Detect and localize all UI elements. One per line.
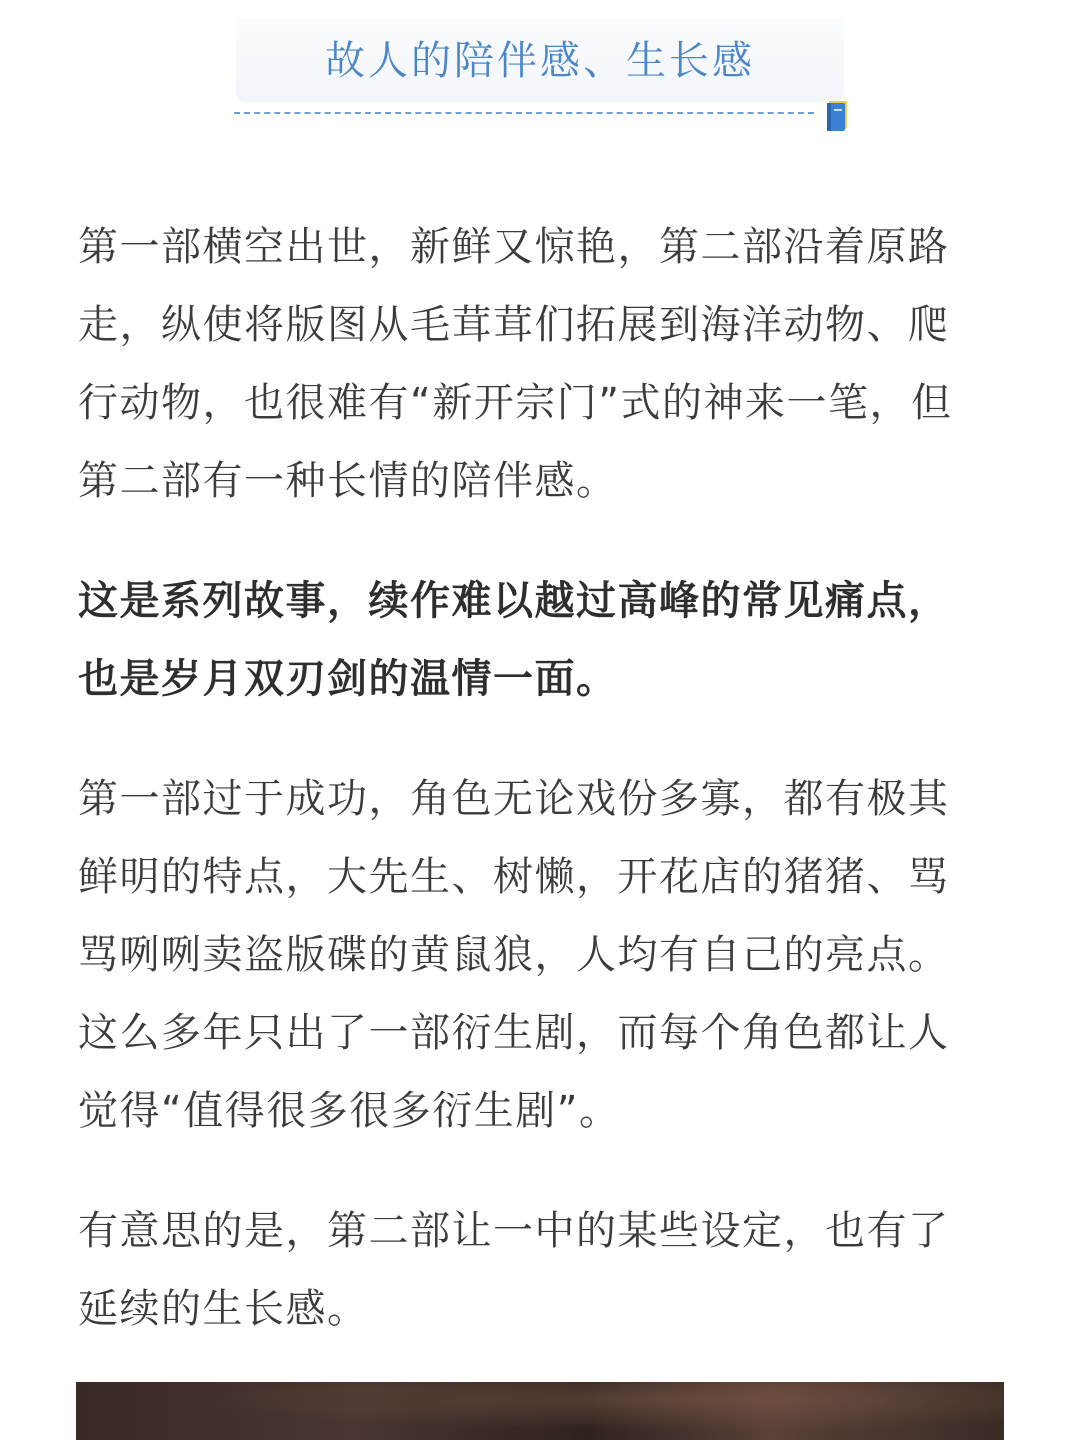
article-body — [78, 208, 1004, 1390]
paragraph-line: 有意思的是，第二部让一中的某些设定，也有了 — [78, 1208, 950, 1254]
paragraph-3 — [78, 760, 1004, 1150]
section-header-card — [236, 18, 844, 102]
paragraph-line: 走，纵使将版图从毛茸茸们拓展到海洋动物、爬 — [78, 302, 950, 348]
paragraph-2-highlight — [78, 562, 1004, 718]
paragraph-line: 延续的生长感。 — [78, 1286, 369, 1332]
paragraph-line: 鲜明的特点，大先生、树懒，开花店的猪猪、骂 — [78, 854, 950, 900]
article-photo[interactable] — [76, 1382, 1004, 1440]
paragraph-line: 第二部有一种长情的陪伴感。 — [78, 458, 618, 504]
paragraph-line: 行动物，也很难有“新开宗门”式的神来一笔，但 — [78, 380, 953, 426]
paragraph-line: 这是系列故事，续作难以越过高峰的常见痛点， — [78, 578, 950, 624]
paragraph-line: 第一部横空出世，新鲜又惊艳，第二部沿着原路 — [78, 224, 950, 270]
header-dashed-divider — [234, 112, 814, 114]
paragraph-line: 骂咧咧卖盗版碟的黄鼠狼，人均有自己的亮点。 — [78, 932, 950, 978]
paragraph-1 — [78, 208, 1004, 520]
paragraph-4 — [78, 1192, 1004, 1348]
paragraph-line: 这么多年只出了一部衍生剧，而每个角色都让人 — [78, 1010, 950, 1056]
paragraph-line: 第一部过于成功，角色无论戏份多寡，都有极其 — [78, 776, 950, 822]
book-icon — [824, 97, 854, 133]
paragraph-line: 也是岁月双刃剑的温情一面。 — [78, 656, 618, 702]
paragraph-line: 觉得“值得很多很多衍生剧”。 — [78, 1088, 621, 1134]
section-title: 故人的陪伴感、生长感 — [325, 38, 755, 84]
